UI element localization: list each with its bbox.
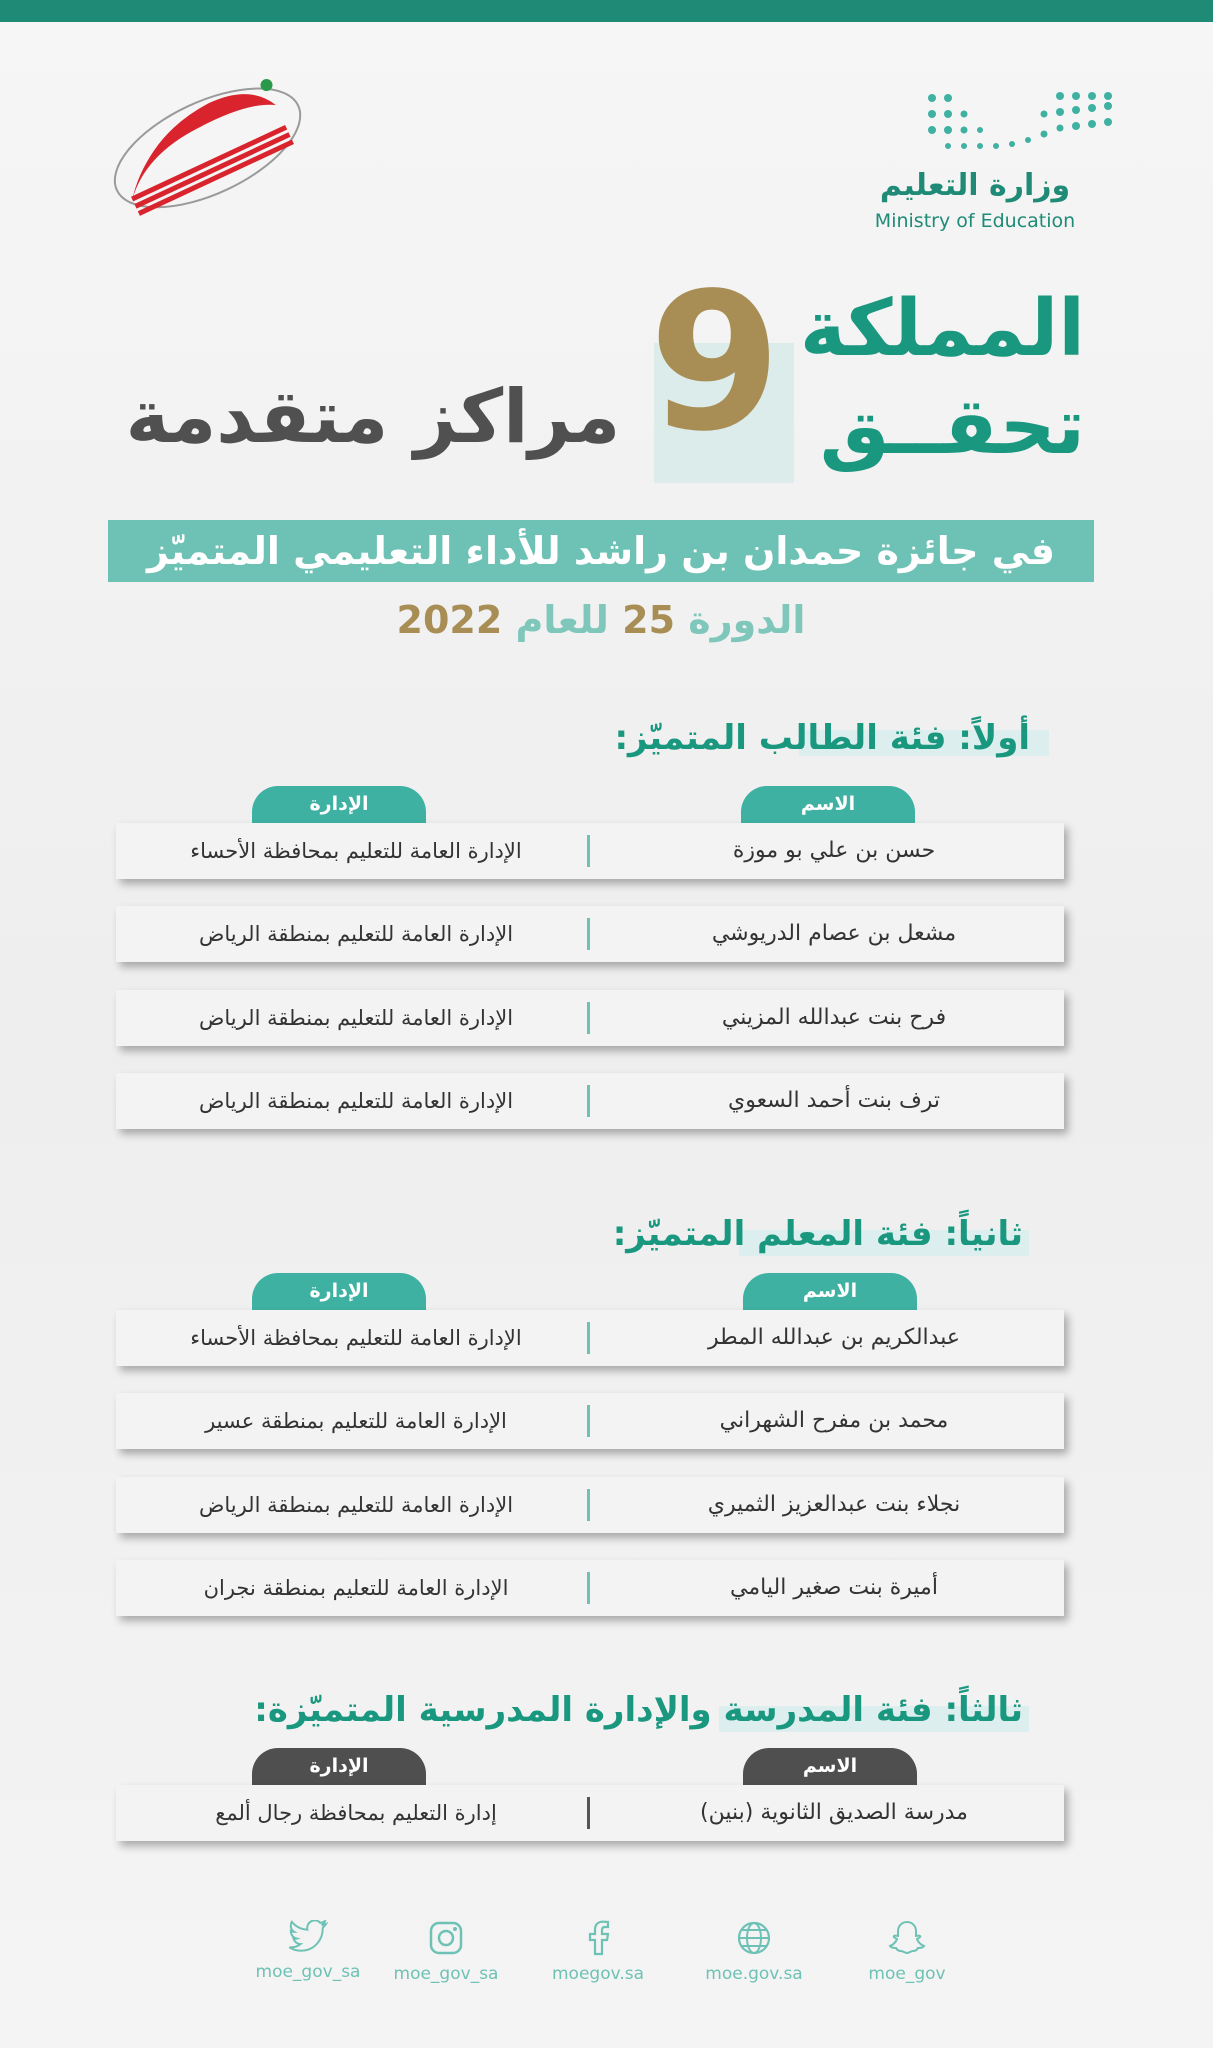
tab-department-label: الإدارة xyxy=(252,786,426,826)
tab-department-label: الإدارة xyxy=(252,1748,426,1788)
row-department: الإدارة العامة للتعليم بمنطقة الرياض xyxy=(198,1089,514,1113)
tab-department-label: الإدارة xyxy=(252,1273,426,1313)
ministry-dots-icon xyxy=(830,88,1120,158)
cycle-year: 2022 xyxy=(396,598,503,642)
row-separator xyxy=(587,835,590,867)
row-separator xyxy=(587,1322,590,1354)
row-department: الإدارة العامة للتعليم بمنطقة الرياض xyxy=(198,1493,514,1517)
section-title-teachers xyxy=(613,1214,1023,1254)
headline-achieves: تحقــق xyxy=(819,382,1085,472)
section-lead: ثالثاً: xyxy=(944,1690,1023,1730)
ministry-name-en: Ministry of Education xyxy=(874,210,1076,232)
headline-centers: مراكز متقدمة xyxy=(125,374,621,460)
row-department: الإدارة العامة للتعليم بمنطقة نجران xyxy=(203,1576,509,1600)
social-snapchat[interactable] xyxy=(832,1920,982,1984)
tab-name-label: الاسم xyxy=(743,1273,917,1313)
row-name: مدرسة الصديق الثانوية (بنين) xyxy=(700,1800,968,1825)
top-bar xyxy=(0,0,1213,22)
row-separator xyxy=(587,1572,590,1604)
section-lead: ثانياً: xyxy=(944,1214,1023,1254)
row-separator xyxy=(587,1002,590,1034)
row-department: الإدارة العامة للتعليم بمحافظة الأحساء xyxy=(190,839,522,863)
social-handle: moe_gov_sa xyxy=(255,1962,361,1982)
row-name: فرح بنت عبدالله المزيني xyxy=(721,1005,947,1030)
row-name: عبدالكريم بن عبدالله المطر xyxy=(708,1325,960,1350)
row-name: أميرة بنت صغير اليامي xyxy=(730,1575,938,1600)
row-department: الإدارة العامة للتعليم بمنطقة عسير xyxy=(205,1409,507,1433)
globe-icon xyxy=(736,1920,772,1956)
tab-name-label: الاسم xyxy=(743,1748,917,1788)
section-title-schools xyxy=(254,1690,1023,1730)
row-name: ترف بنت أحمد السعوي xyxy=(727,1088,941,1113)
section-name: فئة المعلم المتميّز: xyxy=(612,1214,933,1254)
row-separator xyxy=(587,1405,590,1437)
snapchat-icon xyxy=(888,1920,926,1956)
social-handle: moegov.sa xyxy=(551,1964,645,1984)
social-handle: moe_gov xyxy=(868,1964,946,1984)
table-row xyxy=(116,906,1064,962)
table-row xyxy=(116,823,1064,879)
row-name: مشعل بن عصام الدريوشي xyxy=(711,921,957,946)
row-separator xyxy=(587,1489,590,1521)
table-row xyxy=(116,1393,1064,1449)
social-handle: moe_gov_sa xyxy=(393,1964,499,1984)
row-department: الإدارة العامة للتعليم بمنطقة الرياض xyxy=(198,922,514,946)
cycle-text-mid: للعام xyxy=(515,598,609,642)
facebook-icon xyxy=(583,1920,613,1956)
headline-kingdom: المملكة xyxy=(799,284,1085,374)
table-row xyxy=(116,1477,1064,1533)
social-website[interactable] xyxy=(679,1920,829,1984)
row-name: محمد بن مفرح الشهراني xyxy=(719,1408,949,1433)
social-facebook[interactable] xyxy=(523,1920,673,1984)
table-row xyxy=(116,1560,1064,1616)
cycle-text-start: الدورة xyxy=(688,598,806,642)
table-row xyxy=(116,990,1064,1046)
social-handle: moe.gov.sa xyxy=(705,1964,803,1984)
table-row xyxy=(116,1073,1064,1129)
row-separator xyxy=(587,918,590,950)
row-separator xyxy=(587,1085,590,1117)
social-instagram[interactable] xyxy=(371,1920,521,1984)
row-separator xyxy=(587,1797,590,1829)
ministry-name-ar: وزارة التعليم xyxy=(879,168,1071,203)
row-department: الإدارة العامة للتعليم بمحافظة الأحساء xyxy=(190,1326,522,1350)
section-title-students xyxy=(614,718,1030,758)
table-row xyxy=(116,1785,1064,1841)
twitter-icon xyxy=(288,1920,328,1954)
ministry-logo xyxy=(830,88,1120,238)
cycle-line xyxy=(108,598,1094,642)
section-lead: أولاً: xyxy=(958,718,1030,758)
section-name: فئة المدرسة والإدارة المدرسية المتميّزة: xyxy=(254,1690,933,1730)
table-row xyxy=(116,1310,1064,1366)
award-banner: في جائزة حمدان بن راشد للأداء التعليمي المتميّز xyxy=(108,520,1094,582)
cycle-number: 25 xyxy=(622,598,676,642)
section-name: فئة الطالب المتميّز: xyxy=(614,718,947,758)
headline-number: 9 xyxy=(648,252,782,473)
instagram-icon xyxy=(428,1920,464,1956)
row-name: نجلاء بنت عبدالعزيز الثميري xyxy=(707,1492,961,1517)
row-department: الإدارة العامة للتعليم بمنطقة الرياض xyxy=(198,1006,514,1030)
row-department: إدارة التعليم بمحافظة رجال ألمع xyxy=(215,1801,497,1825)
tab-name-label: الاسم xyxy=(741,786,915,826)
award-logo-icon xyxy=(88,70,318,230)
social-twitter[interactable] xyxy=(233,1920,383,1982)
row-name: حسن بن علي بو موزة xyxy=(732,838,936,863)
